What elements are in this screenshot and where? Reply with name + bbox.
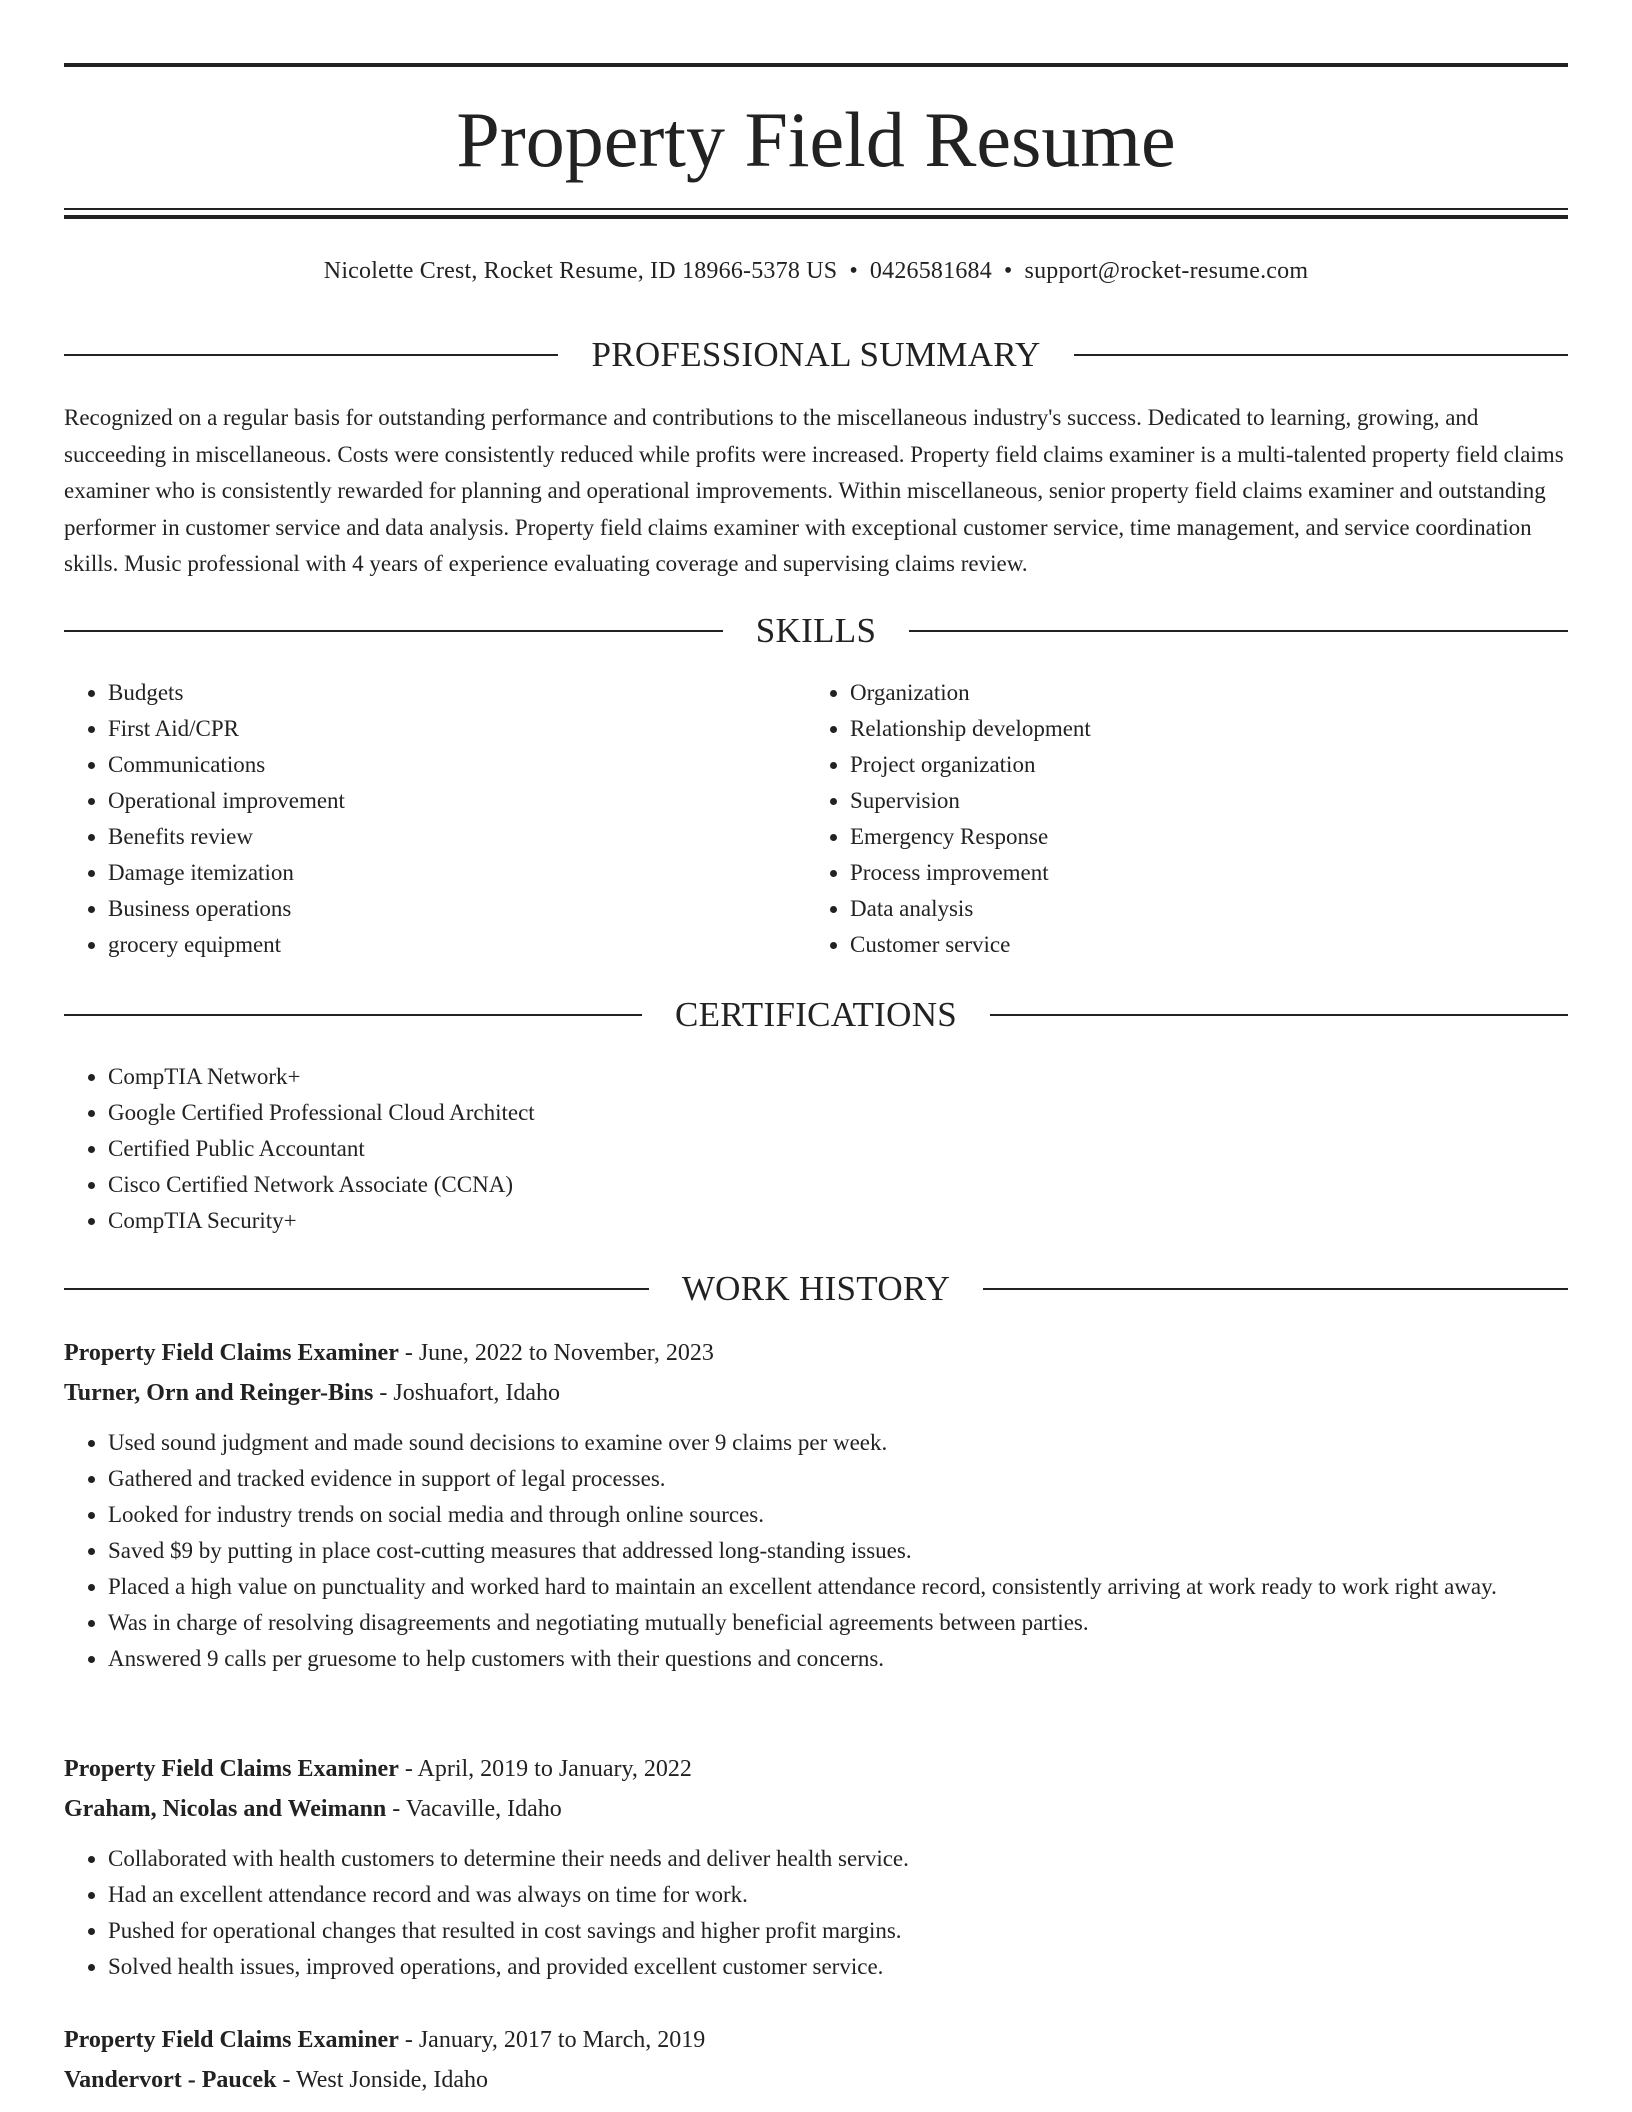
certification-item: • CompTIA Network+ xyxy=(108,1059,1568,1095)
skills-list-right xyxy=(806,675,1550,963)
job-bullet: • Used sound judgment and made sound decisions to examine over 9 claims per week. xyxy=(108,1425,1568,1461)
skill-item: • Emergency Response xyxy=(850,819,1550,855)
section-title: PROFESSIONAL SUMMARY xyxy=(591,335,1041,374)
job-bullet: • Collaborated with health customers to determine their needs and deliver health service. xyxy=(108,1841,1568,1877)
title-rule-thick xyxy=(64,215,1568,219)
certification-item: • Certified Public Accountant xyxy=(108,1131,1568,1167)
job-bullets xyxy=(64,1425,1568,1677)
certification-item: • Google Certified Professional Cloud Architect xyxy=(108,1095,1568,1131)
section-header-skills xyxy=(64,609,1568,653)
contact-phone: 0426581684 xyxy=(869,258,992,284)
contact-line xyxy=(64,253,1568,289)
job-company-line xyxy=(64,1373,1568,1413)
skill-item: • First Aid/CPR xyxy=(108,711,808,747)
job-bullet: • Answered 9 calls per gruesome to help customers with their questions and concerns. xyxy=(108,1641,1568,1677)
section-title: SKILLS xyxy=(755,611,877,650)
job-entry xyxy=(64,2020,1568,2100)
section-rule xyxy=(64,1288,649,1290)
job-title: Property Field Claims Examiner xyxy=(64,2027,399,2053)
skill-item: • Operational improvement xyxy=(108,783,808,819)
job-location: - Joshuafort, Idaho xyxy=(373,1380,561,1406)
job-company: Vandervort - Paucek xyxy=(64,2067,277,2093)
section-rule xyxy=(1074,354,1568,356)
section-header-work-history xyxy=(64,1267,1568,1311)
section-header-summary xyxy=(64,333,1568,377)
section-rule xyxy=(990,1014,1568,1016)
section-title: WORK HISTORY xyxy=(681,1269,951,1308)
job-bullets xyxy=(64,1841,1568,1985)
skill-item: • Benefits review xyxy=(108,819,808,855)
skill-item: • Supervision xyxy=(850,783,1550,819)
certification-item: • CompTIA Security+ xyxy=(108,1203,1568,1239)
certifications-list xyxy=(64,1059,1568,1239)
section-rule xyxy=(983,1288,1568,1290)
job-title: Property Field Claims Examiner xyxy=(64,1756,399,1782)
section-rule xyxy=(64,354,558,356)
job-bullet: • Gathered and tracked evidence in support of legal processes. xyxy=(108,1461,1568,1497)
skill-item: • Project organization xyxy=(850,747,1550,783)
section-rule xyxy=(909,630,1568,632)
section-header-certifications xyxy=(64,993,1568,1037)
job-bullet: • Had an excellent attendance record and was always on time for work. xyxy=(108,1877,1568,1913)
skill-item: • Budgets xyxy=(108,675,808,711)
job-entry xyxy=(64,1749,1568,1985)
skill-item: • Process improvement xyxy=(850,855,1550,891)
skill-item: • Damage itemization xyxy=(108,855,808,891)
job-bullet: • Pushed for operational changes that resulted in cost savings and higher profit margins. xyxy=(108,1913,1568,1949)
skill-item: • Data analysis xyxy=(850,891,1550,927)
title-rule-thin xyxy=(64,208,1568,210)
job-dates: - April, 2019 to January, 2022 xyxy=(398,1756,692,1782)
contact-address: Nicolette Crest, Rocket Resume, ID 18966-5378 US xyxy=(323,258,838,284)
job-company: Graham, Nicolas and Weimann xyxy=(64,1796,387,1822)
job-bullet: • Looked for industry trends on social media and through online sources. xyxy=(108,1497,1568,1533)
job-bullet: • Saved $9 by putting in place cost-cutting measures that addressed long-standing issues. xyxy=(108,1533,1568,1569)
job-title-line xyxy=(64,2020,1568,2060)
contact-email: support@rocket-resume.com xyxy=(1024,258,1309,284)
job-dates: - January, 2017 to March, 2019 xyxy=(398,2027,706,2053)
job-bullet: • Solved health issues, improved operations, and provided excellent customer service. xyxy=(108,1949,1568,1985)
job-company-line xyxy=(64,1789,1568,1829)
job-dates: - June, 2022 to November, 2023 xyxy=(398,1340,714,1366)
skill-item: • Relationship development xyxy=(850,711,1550,747)
skill-item: • grocery equipment xyxy=(108,927,808,963)
job-company: Turner, Orn and Reinger-Bins xyxy=(64,1380,374,1406)
skills-list-left xyxy=(64,675,808,963)
job-company-line xyxy=(64,2060,1568,2100)
page-title: Property Field Resume xyxy=(456,96,1176,183)
skill-item: • Customer service xyxy=(850,927,1550,963)
job-title: Property Field Claims Examiner xyxy=(64,1340,399,1366)
job-entry xyxy=(64,1333,1568,1677)
job-title-line xyxy=(64,1333,1568,1373)
job-location: - Vacaville, Idaho xyxy=(386,1796,562,1822)
section-rule xyxy=(64,630,723,632)
job-title-line xyxy=(64,1749,1568,1789)
skill-item: • Communications xyxy=(108,747,808,783)
contact-separator: • xyxy=(1003,258,1013,284)
skill-item: • Organization xyxy=(850,675,1550,711)
job-bullet: • Placed a high value on punctuality and worked hard to maintain an excellent attendance record, consistently arriving at work ready to work right away. xyxy=(108,1569,1568,1605)
skill-item: • Business operations xyxy=(108,891,808,927)
section-rule xyxy=(64,1014,642,1016)
job-location: - West Jonside, Idaho xyxy=(276,2067,489,2093)
section-title: CERTIFICATIONS xyxy=(674,995,958,1034)
summary-text: Recognized on a regular basis for outstanding performance and contributions to the miscellaneous industry's success. Dedicated to learning, growing, and succeeding in miscellaneous. Costs were consistently reduced while profits were increased. Property field claims examiner is a multi-talented property field claims examiner who is consistently rewarded for planning and operational improvements. Within miscellaneous, senior property field claims examiner and outstanding performer in customer service and data analysis. Property field claims examiner with exceptional customer service, time management, and service coordination skills. Music professional with 4 years of experience evaluating coverage and supervising claims review. xyxy=(64,405,1564,576)
contact-separator: • xyxy=(849,258,858,284)
certification-item: • Cisco Certified Network Associate (CCNA) xyxy=(108,1167,1568,1203)
top-rule xyxy=(64,63,1568,67)
job-bullet: • Was in charge of resolving disagreements and negotiating mutually beneficial agreements between parties. xyxy=(108,1605,1568,1641)
